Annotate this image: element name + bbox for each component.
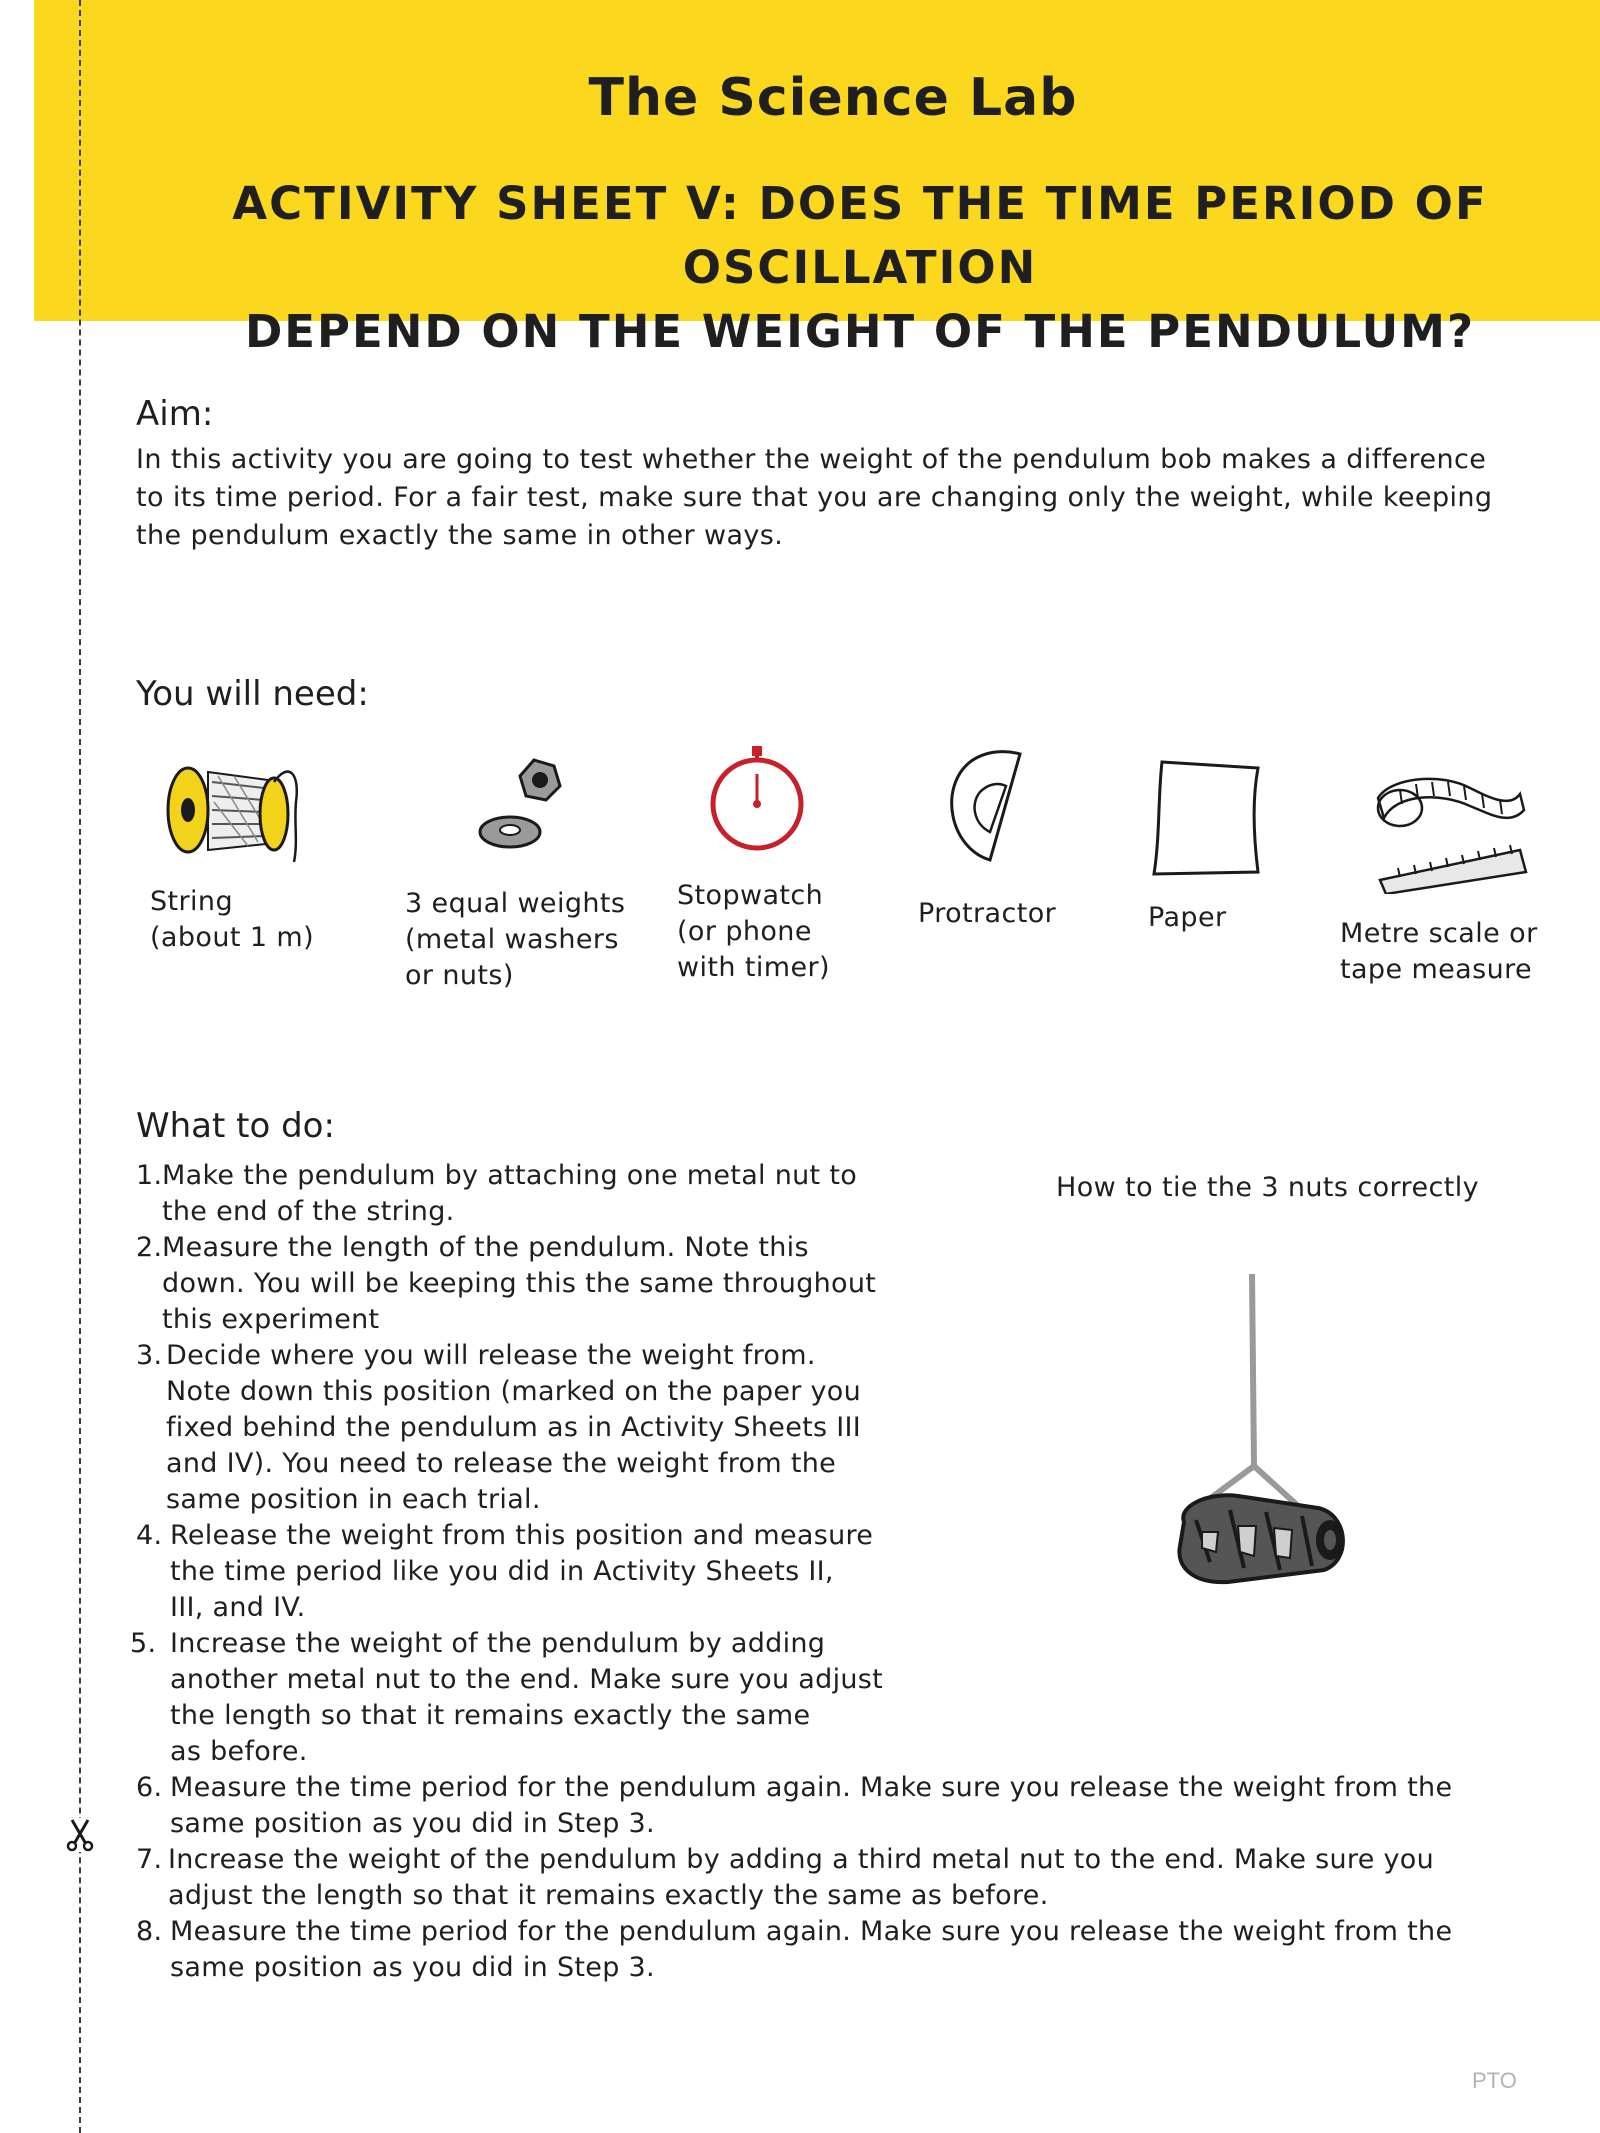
step-text: Release the weight from this position and measure the time period like you did in Activity Sheets II, III, and IV. <box>170 1520 874 1623</box>
step-text: Decide where you will release the weight from. Note down this position (marked on the paper you fixed behind the pendulum as in Activity Sheets III and IV). You need to release the weight from the same position in each trial. <box>166 1340 862 1515</box>
sheet-title <box>120 172 1600 364</box>
materials-heading: You will need: <box>136 674 369 714</box>
pto-label: PTO <box>1472 2068 1517 2093</box>
sheet-title-line-2: DEPEND ON THE WEIGHT OF THE PENDULUM? <box>244 305 1476 358</box>
step-number: 1. <box>136 1160 163 1191</box>
tape-measure-ruler-icon <box>1370 768 1530 894</box>
step-number: 8. <box>136 1916 163 1947</box>
scissors-icon <box>66 1818 94 1852</box>
material-label-string: String (about 1 m) <box>150 886 315 953</box>
spool-of-string-icon <box>148 752 304 870</box>
three-nuts-pendulum-icon <box>1168 1270 1368 1610</box>
aim-line: the pendulum exactly the same in other ways. <box>136 520 784 551</box>
step-number: 6. <box>136 1772 163 1803</box>
step-number: 4. <box>136 1520 163 1551</box>
cut-line <box>79 0 81 2133</box>
procedure-heading: What to do: <box>136 1106 335 1146</box>
aim-text <box>136 441 1536 555</box>
material-label-stopwatch: Stopwatch (or phone with timer) <box>677 880 830 983</box>
step-text: Measure the time period for the pendulum again. Make sure you release the weight from the same position as you did in Step 3. <box>170 1916 1453 1983</box>
material-label-weights: 3 equal weights (metal washers or nuts) <box>405 888 626 991</box>
step-number: 2. <box>136 1232 163 1263</box>
site-title: The Science Lab <box>588 68 1078 128</box>
material-label-protractor: Protractor <box>918 898 1057 929</box>
step-text: Increase the weight of the pendulum by adding a third metal nut to the end. Make sure you adjust the length so that it remains exactly the same as before. <box>168 1844 1435 1911</box>
protractor-icon <box>940 748 1028 866</box>
paper-sheet-icon <box>1148 756 1266 880</box>
step-number: 7. <box>136 1844 163 1875</box>
sheet-title-line-1: ACTIVITY SHEET V: DOES THE TIME PERIOD OF OSCILLATION <box>232 177 1488 294</box>
material-label-paper: Paper <box>1148 902 1227 933</box>
step-text: Measure the time period for the pendulum again. Make sure you release the weight from the same position as you did in Step 3. <box>170 1772 1453 1839</box>
step-text: Increase the weight of the pendulum by adding another metal nut to the end. Make sure you adjust the length so that it remains exactly the same as before. <box>170 1628 884 1767</box>
illustration-caption: How to tie the 3 nuts correctly <box>1056 1172 1479 1203</box>
step-number: 5. <box>130 1628 157 1659</box>
scissors-marker <box>66 1818 94 1852</box>
step-number: 3. <box>136 1340 163 1371</box>
step-text: Make the pendulum by attaching one metal nut to the end of the string. <box>162 1160 858 1227</box>
metal-nut-washer-icon <box>474 754 584 854</box>
step-text: Measure the length of the pendulum. Note this down. You will be keeping this the same throughout this experiment <box>162 1232 877 1335</box>
aim-line: to its time period. For a fair test, make sure that you are changing only the weight, while keeping <box>136 482 1493 513</box>
material-label-metre-scale: Metre scale or tape measure <box>1340 918 1538 985</box>
stopwatch-icon <box>706 742 808 852</box>
aim-line: In this activity you are going to test whether the weight of the pendulum bob makes a difference <box>136 444 1487 475</box>
aim-heading: Aim: <box>136 394 214 434</box>
